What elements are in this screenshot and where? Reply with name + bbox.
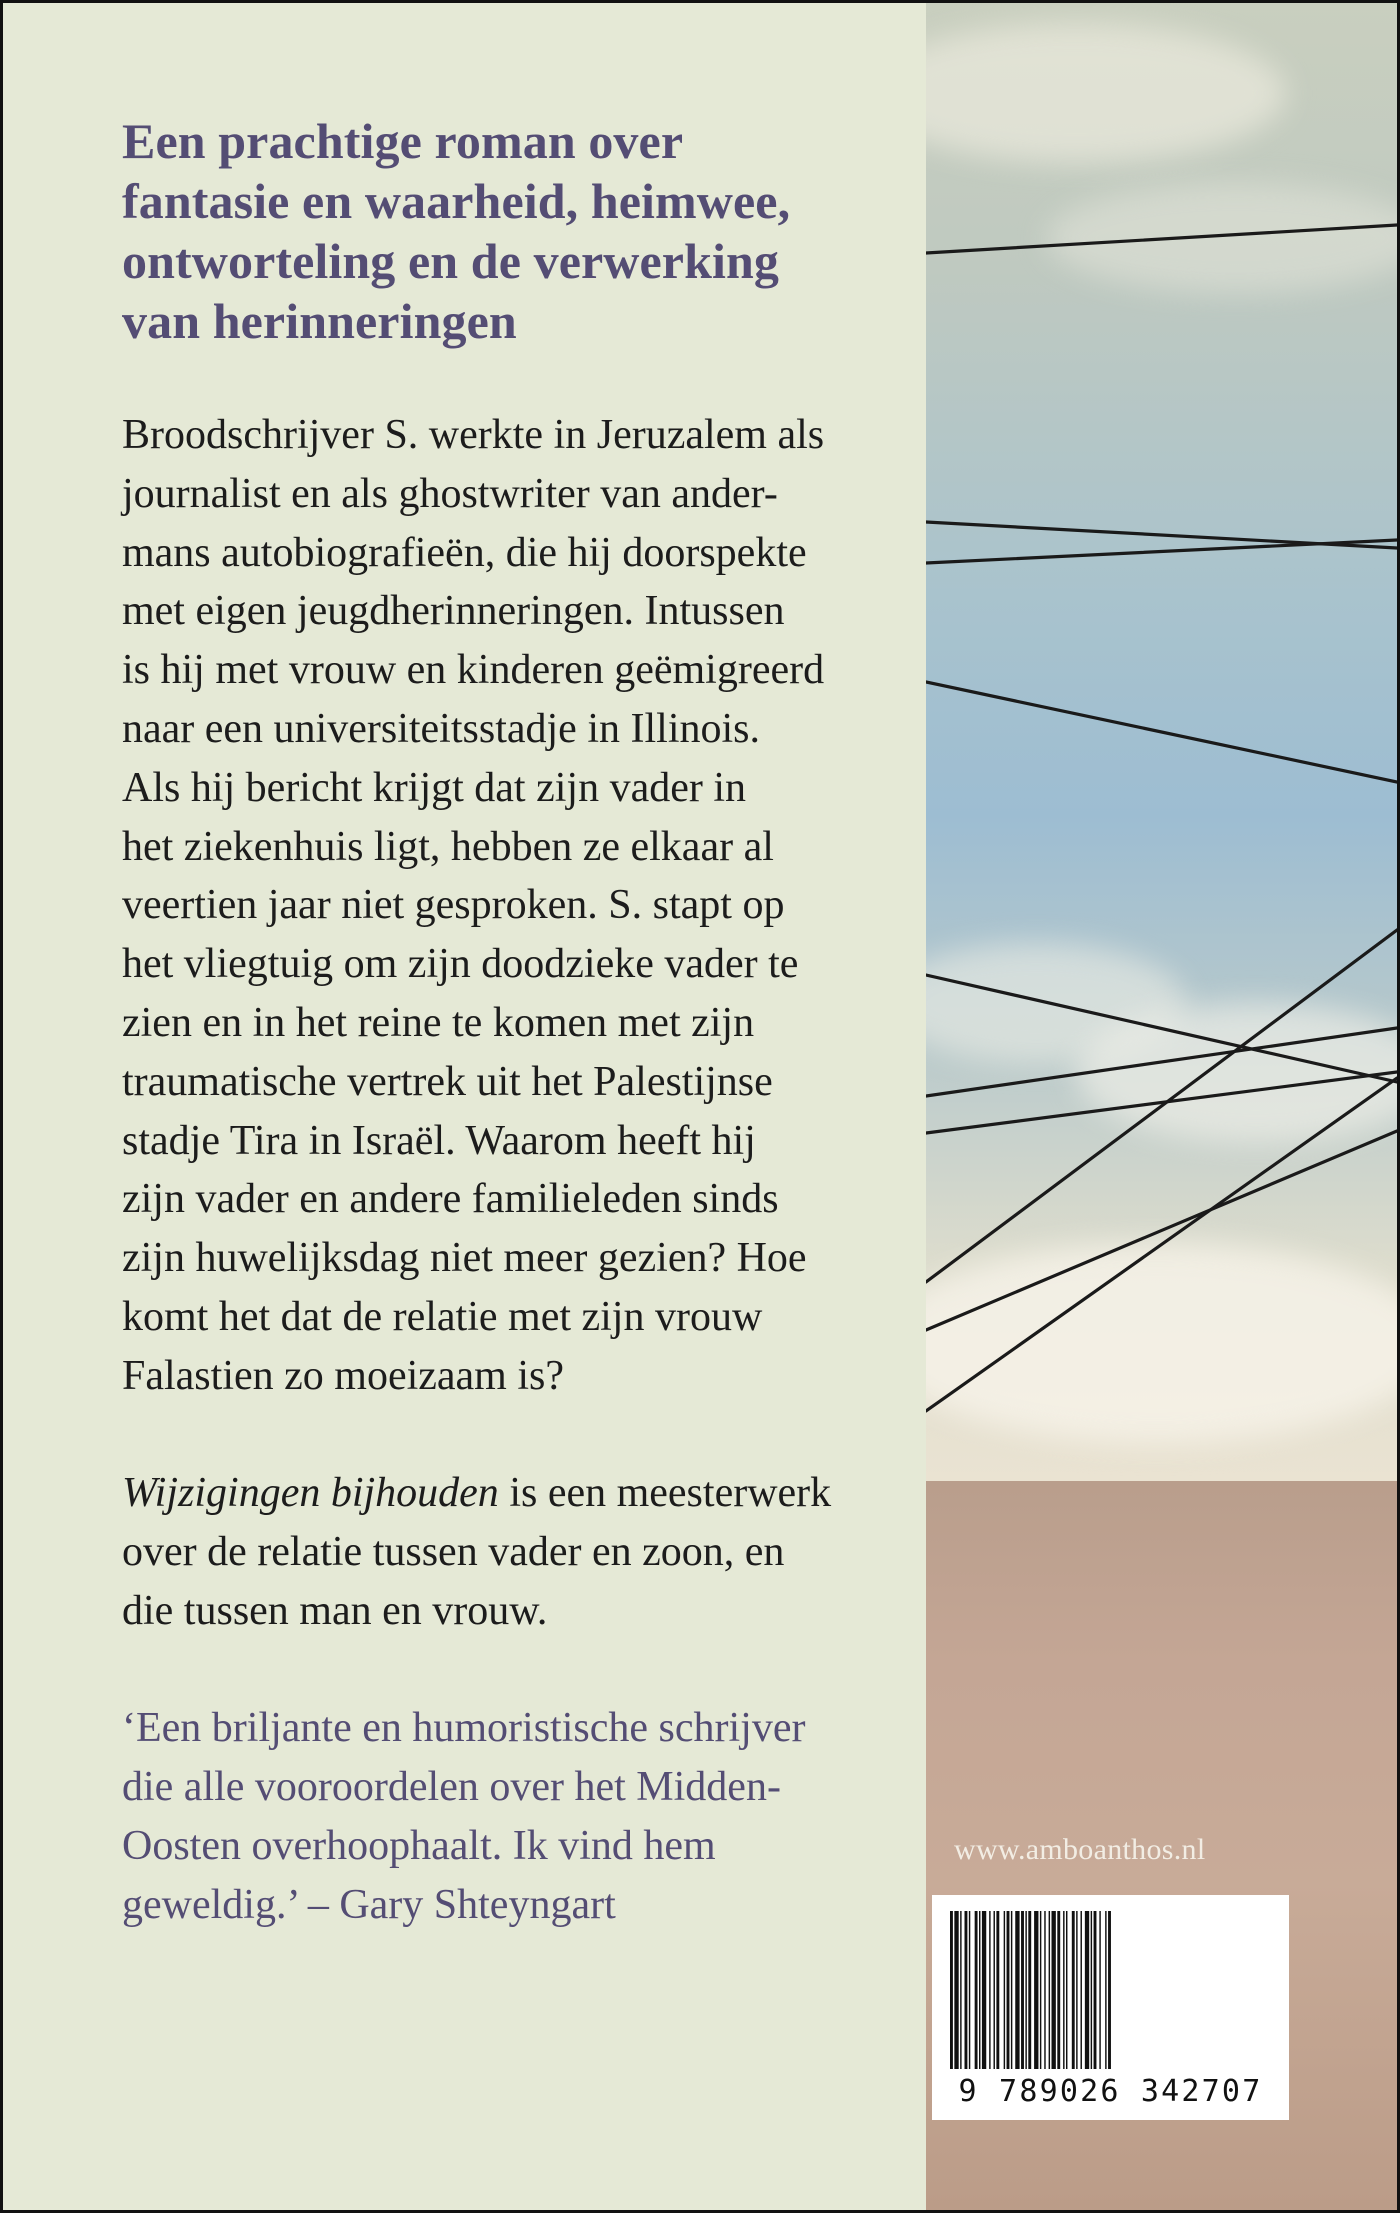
headline-line: fantasie en waarheid, heimwee, (122, 173, 791, 229)
headline-line: van herinneringen (122, 293, 517, 349)
quote-line: Oosten overhoophaalt. Ik vind hem (122, 1822, 716, 1869)
synopsis-line: Falastien zo moeizaam is? (122, 1352, 565, 1399)
barcode (932, 1895, 1289, 2120)
synopsis-line: Als hij bericht krijgt dat zijn vader in (122, 764, 747, 811)
closing-paragraph (122, 1464, 902, 1641)
synopsis-line: zijn vader en andere familieleden sinds (122, 1176, 779, 1223)
synopsis-line: zien en in het reine te komen met zijn (122, 999, 755, 1046)
closing-line: die tussen man en vrouw. (122, 1587, 548, 1634)
synopsis-line: met eigen jeugdherinneringen. Intussen (122, 588, 785, 635)
quote-line: die alle vooroordelen over het Midden- (122, 1763, 781, 1810)
book-back-cover (3, 3, 1397, 2210)
cover-photo (926, 3, 1397, 2210)
synopsis-line: mans autobiografieën, die hij doorspekte (122, 529, 807, 576)
synopsis-line: stadje Tira in Israël. Waarom heeft hij (122, 1117, 756, 1164)
headline-line: Een prachtige roman over (122, 113, 684, 169)
quote-line: geweldig.’ – Gary Shteyngart (122, 1881, 616, 1928)
synopsis (122, 406, 902, 1406)
closing-line-rest: is een meesterwerk (498, 1469, 832, 1516)
barcode-bars (948, 1911, 1266, 2069)
synopsis-line: Broodschrijver S. werkte in Jeruzalem als (122, 412, 825, 458)
synopsis-line: traumatische vertrek uit het Palestijnse (122, 1058, 773, 1105)
synopsis-line: naar een universiteitsstadje in Illinois. (122, 705, 760, 752)
isbn-number: 9 789026 342707 (958, 2074, 1263, 2109)
synopsis-line: is hij met vrouw en kinderen geëmigreerd (122, 647, 825, 694)
headline (122, 111, 902, 351)
synopsis-line: journalist en als ghostwriter van ander- (122, 470, 778, 517)
text-panel (3, 3, 926, 2210)
review-quote (122, 1699, 902, 1935)
synopsis-line: het vliegtuig om zijn doodzieke vader te (122, 941, 799, 988)
closing-line: over de relatie tussen vader en zoon, en (122, 1528, 785, 1575)
publisher-url: www.amboanthos.nl (954, 1833, 1206, 1866)
synopsis-line: veertien jaar niet gesproken. S. stapt op (122, 882, 785, 929)
synopsis-line: het ziekenhuis ligt, hebben ze elkaar al (122, 823, 774, 870)
power-lines (926, 3, 1397, 1481)
closing-line (122, 1464, 902, 1523)
synopsis-line: zijn huwelijksdag niet meer gezien? Hoe (122, 1235, 807, 1282)
book-title-italic: Wijzigingen bijhouden (122, 1469, 499, 1516)
quote-line: ‘Een briljante en humoristische schrijver (122, 1704, 806, 1751)
headline-line: ontworteling en de verwerking (122, 233, 779, 289)
text-column (122, 111, 902, 1935)
synopsis-line: komt het dat de relatie met zijn vrouw (122, 1293, 763, 1340)
